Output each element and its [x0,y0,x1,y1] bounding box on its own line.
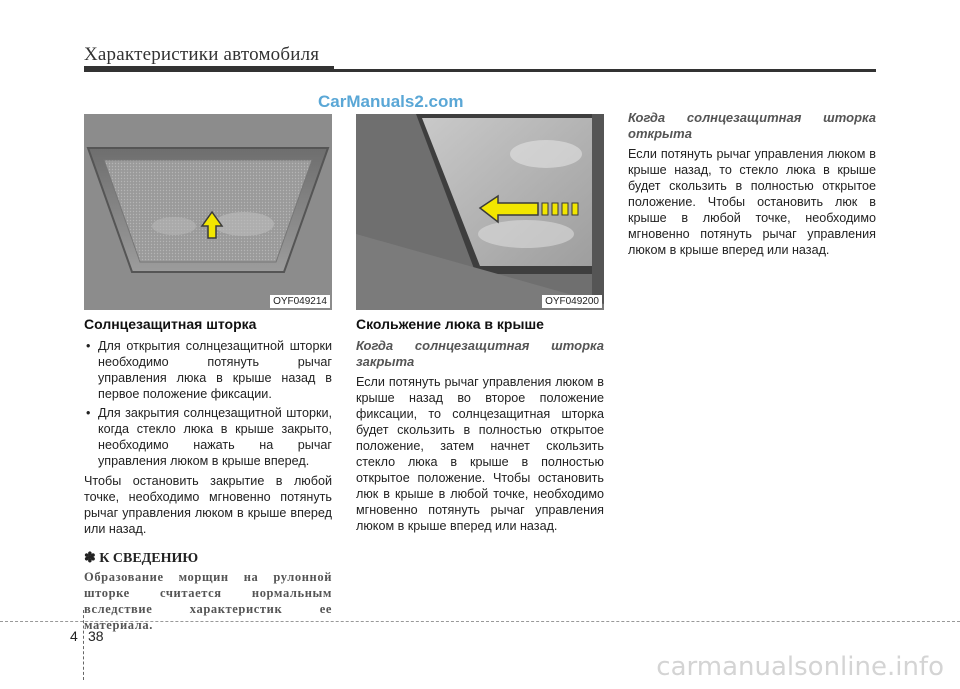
note-title: ✽ К СВЕДЕНИЮ [84,551,199,566]
sliding-sunroof-illustration [356,114,604,310]
page-header-title: Характеристики автомобиля [84,44,320,65]
watermark-bottom: carmanualsonline.info [656,652,944,682]
header-rule [84,69,876,72]
subheading: Когда солнцезащитная шторка закрыта [356,338,604,369]
section-heading: Скольжение люка в крыше [356,316,544,332]
sunshade-figure [84,114,332,310]
paragraph: Если потянуть рычаг управления люком в крыше назад, то стекло люка в крыше будет скользить в полностью открытое положение. Чтобы остановить люк в крыше в любой точке, необходимо мгновенно потянуть рычаг управления люком в крыше вперед или назад. [628,147,876,257]
watermark-top: CarManuals2.com [318,92,464,111]
section-number: 4 [70,628,78,644]
footer-divider [83,610,85,680]
list-item: • Для открытия солнцезащитной шторки необходимо потянуть рычаг управления люка в крыше назад в первое положение фиксации. [84,338,332,402]
paragraph: Чтобы остановить закрытие в любой точке, необходимо мгновенно потянуть рычаг управления люком в крыше вперед или назад. [84,474,332,536]
subheading: Когда солнцезащитная шторка открыта [628,110,876,141]
column-sunshade [84,316,332,633]
sunshade-illustration [84,114,332,310]
footer-rule [0,621,960,622]
list-item: • Для закрытия солнцезащитной шторки, когда стекло люка в крыше закрыто, необходимо нажать на рычаг управления люком в крыше вперед. [84,405,332,469]
column-shade-open [628,110,876,258]
section-heading: Солнцезащитная шторка [84,316,257,332]
figure-code: OYF049214 [270,295,330,308]
note-body: Образование морщин на рулонной шторке считается нормальным вследствие характеристик ее материала. [84,570,332,632]
sliding-sunroof-figure [356,114,604,310]
column-sliding-sunroof [356,316,604,534]
page-number: 38 [88,628,104,644]
paragraph: Если потянуть рычаг управления люком в крыше назад во второе положение фиксации, то солнцезащитная шторка будет скользить в полностью открытое положение, затем начнет скользить стекло люка в крыше в полностью открытое положение. Чтобы остановить люк в крыше в любой точке, необходимо мгновенно потянуть рычаг управления люком в крыше вперед или назад. [356,375,604,533]
figure-code: OYF049200 [542,295,602,308]
bullet-list [84,338,332,469]
